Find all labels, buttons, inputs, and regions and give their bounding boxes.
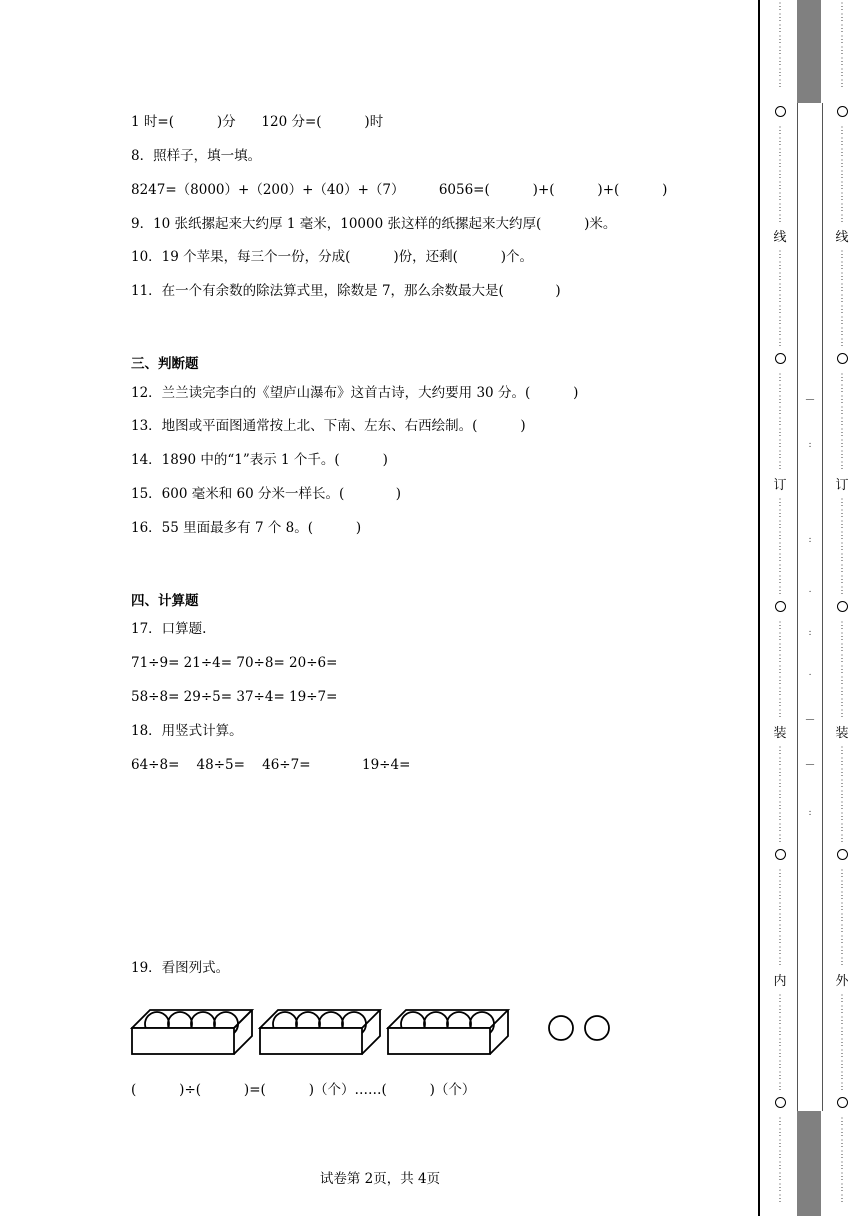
gray-band-bottom: [797, 1111, 821, 1216]
outer-label-zhuang: 装: [835, 726, 849, 741]
dots: ⋮ ⋮ ⋮ ⋮ ⋮ ⋮ ⋮ ⋮ ⋮: [837, 869, 847, 967]
dots: ⋮ ⋮ ⋮ ⋮ ⋮ ⋮ ⋮ ⋮ ⋮: [837, 621, 847, 719]
circle-mark: [775, 1097, 786, 1108]
dots: ⋮ ⋮ ⋮ ⋮ ⋮ ⋮ ⋮ ⋮ ⋮: [837, 126, 847, 224]
band-mark: :: [808, 535, 812, 545]
binding-rule-left: [758, 0, 760, 1216]
inner-cut-column: [770, 0, 790, 1216]
circle-mark: [837, 353, 848, 364]
dots: ⋮ ⋮ ⋮ ⋮ ⋮ ⋮ ⋮ ⋮ ⋮: [775, 373, 785, 471]
question-18-row: 64÷8= 48÷5= 46÷7= 19÷4=: [131, 757, 411, 773]
dots: ⋮ ⋮ ⋮ ⋮ ⋮ ⋮ ⋮ ⋮ ⋮: [775, 869, 785, 967]
band-mark: :: [808, 808, 812, 818]
question-17-row-2: 58÷8= 29÷5= 37÷4= 19÷7=: [131, 689, 338, 705]
dots: ⋮ ⋮ ⋮ ⋮ ⋮ ⋮ ⋮ ⋮: [837, 1117, 847, 1204]
band-mark: —: [805, 760, 815, 770]
dots: ⋮ ⋮ ⋮ ⋮ ⋮ ⋮ ⋮ ⋮ ⋮: [775, 126, 785, 224]
question-13: 13．地图或平面图通常按上北、下南、左东、右西绘制。( ): [131, 418, 526, 434]
section-4-heading: 四、计算题: [131, 593, 199, 609]
outer-label-xian: 线: [835, 230, 849, 245]
band-mark: .: [808, 585, 812, 595]
question-17-title: 17．口算题.: [131, 621, 207, 637]
question-15: 15．600 毫米和 60 分米一样长。( ): [131, 486, 402, 502]
circle-mark: [775, 106, 786, 117]
section-3-heading: 三、判断题: [131, 356, 199, 372]
question-18-title: 18．用竖式计算。: [131, 723, 243, 739]
dots: ⋮ ⋮ ⋮ ⋮ ⋮ ⋮ ⋮ ⋮ ⋮: [837, 498, 847, 596]
question-16: 16．55 里面最多有 7 个 8。( ): [131, 520, 362, 536]
question-7-line: 1 时=( )分 120 分=( )时: [131, 114, 384, 130]
box-of-balls-1: [130, 1002, 255, 1058]
circle-mark: [775, 849, 786, 860]
binding-band: [797, 103, 823, 1111]
gray-band-top: [797, 0, 821, 103]
question-9: 9．10 张纸摞起来大约厚 1 毫米，10000 张这样的纸摞起来大约厚( )米。: [131, 216, 617, 232]
loose-ball-2: [583, 1014, 611, 1042]
dots: ⋮ ⋮ ⋮ ⋮ ⋮ ⋮ ⋮ ⋮ ⋮: [837, 994, 847, 1092]
outer-label-wai: 外: [835, 974, 849, 989]
question-19-answer: ( )÷( )=( )（个）……( )（个）: [131, 1082, 476, 1098]
band-mark: —: [805, 395, 815, 405]
band-mark: —: [805, 715, 815, 725]
circle-mark: [837, 849, 848, 860]
loose-ball-1: [547, 1014, 575, 1042]
question-14: 14．1890 中的“1”表示 1 个千。( ): [131, 452, 388, 468]
band-mark: :: [808, 628, 812, 638]
inner-label-xian: 线: [773, 230, 787, 245]
dots: ⋮ ⋮ ⋮ ⋮ ⋮ ⋮ ⋮ ⋮: [775, 2, 785, 89]
inner-label-zhuang: 装: [773, 726, 787, 741]
circle-mark: [837, 1097, 848, 1108]
dots: ⋮ ⋮ ⋮ ⋮ ⋮ ⋮ ⋮ ⋮ ⋮: [837, 746, 847, 844]
question-8-title: 8．照样子，填一填。: [131, 148, 262, 164]
inner-label-ding: 订: [773, 478, 787, 493]
question-19-title: 19．看图列式。: [131, 960, 230, 976]
dots: ⋮ ⋮ ⋮ ⋮ ⋮ ⋮ ⋮ ⋮ ⋮: [775, 250, 785, 348]
circle-mark: [775, 353, 786, 364]
dots: ⋮ ⋮ ⋮ ⋮ ⋮ ⋮ ⋮ ⋮ ⋮: [837, 250, 847, 348]
dots: ⋮ ⋮ ⋮ ⋮ ⋮ ⋮ ⋮ ⋮ ⋮: [775, 498, 785, 596]
inner-label-nei: 内: [773, 974, 787, 989]
dots: ⋮ ⋮ ⋮ ⋮ ⋮ ⋮ ⋮ ⋮ ⋮: [837, 373, 847, 471]
dots: ⋮ ⋮ ⋮ ⋮ ⋮ ⋮ ⋮ ⋮ ⋮: [775, 621, 785, 719]
dots: ⋮ ⋮ ⋮ ⋮ ⋮ ⋮ ⋮ ⋮ ⋮: [775, 746, 785, 844]
circle-mark: [837, 601, 848, 612]
box-of-balls-3: [386, 1002, 511, 1058]
question-12: 12．兰兰读完李白的《望庐山瀑布》这首古诗，大约要用 30 分。( ): [131, 385, 579, 401]
page-footer: 试卷第 2页，共 4页: [319, 1171, 441, 1187]
band-mark: .: [808, 668, 812, 678]
band-mark: :: [808, 440, 812, 450]
question-10: 10．19 个苹果，每三个一份，分成( )份，还剩( )个。: [131, 249, 534, 265]
question-17-row-1: 71÷9= 21÷4= 70÷8= 20÷6=: [131, 655, 338, 671]
outer-cut-column: [832, 0, 852, 1216]
box-of-balls-2: [258, 1002, 383, 1058]
dots: ⋮ ⋮ ⋮ ⋮ ⋮ ⋮ ⋮ ⋮ ⋮: [775, 994, 785, 1092]
question-8-line: 8247=（8000）+（200）+（40）+（7） 6056=( )+( )+( ): [131, 182, 668, 198]
question-11: 11．在一个有余数的除法算式里，除数是 7，那么余数最大是( ): [131, 283, 561, 299]
dots: ⋮ ⋮ ⋮ ⋮ ⋮ ⋮ ⋮ ⋮: [775, 1117, 785, 1204]
circle-mark: [837, 106, 848, 117]
dots: ⋮ ⋮ ⋮ ⋮ ⋮ ⋮ ⋮ ⋮: [837, 2, 847, 89]
circle-mark: [775, 601, 786, 612]
outer-label-ding: 订: [835, 478, 849, 493]
